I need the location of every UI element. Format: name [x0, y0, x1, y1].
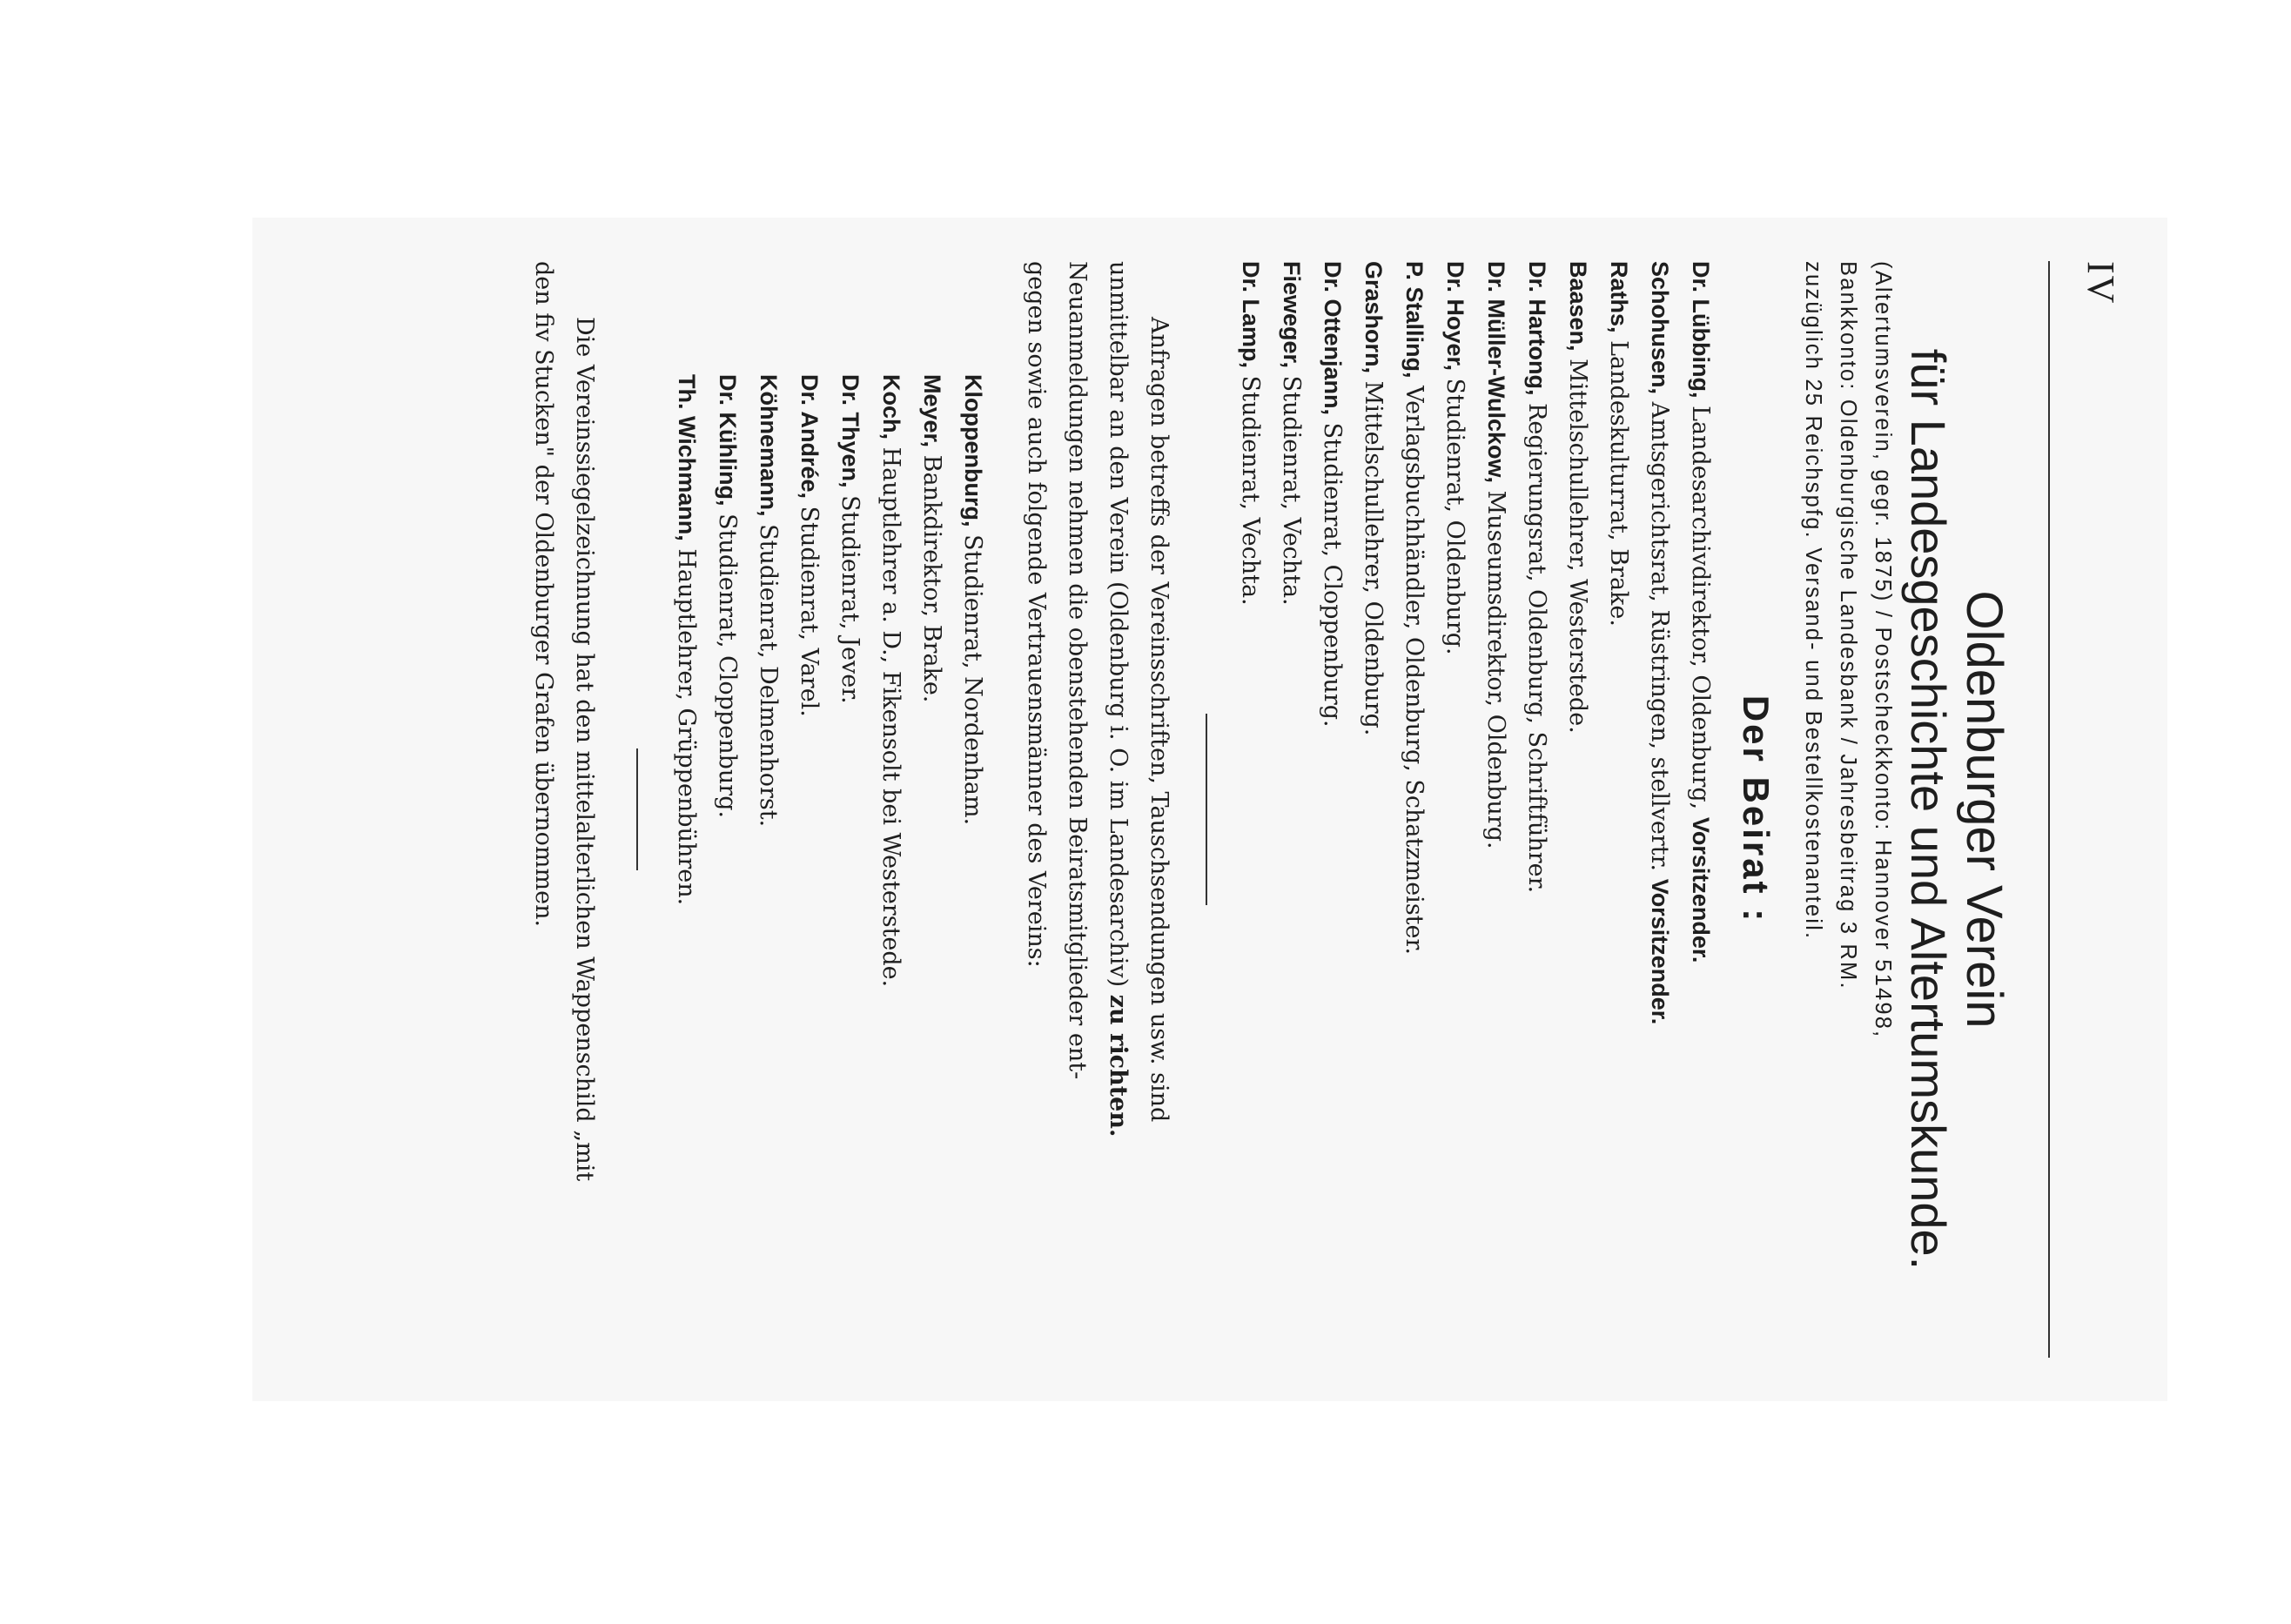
vm-description: Studienrat, Jever.: [836, 487, 863, 704]
section-divider: [636, 748, 638, 870]
vm-description: Hauptlehrer, Grüppenbühren.: [672, 540, 700, 906]
member-description: Verlagsbuchhändler, Oldenburg, Schatzmeister.: [1400, 378, 1428, 956]
member-name: Dr. Hartong,: [1523, 261, 1550, 396]
footnote-line: den fiv Stucken" der Oldenburger Grafen übernommen.: [529, 261, 557, 928]
beirat-member: [1516, 261, 1557, 1358]
paragraph-line: gegen sowie auch folgende Vertrauensmänner des Vereins:: [1022, 261, 1050, 968]
paragraph-line: [1098, 261, 1139, 1358]
member-role: Vorsitzender.: [1646, 878, 1673, 1025]
info-line: zuzüglich 25 Reichspfg. Versand- und Bestellkostenanteil.: [1800, 261, 1825, 941]
vertrauensmann: [911, 374, 952, 1358]
member-name: Dr. Ottenjann,: [1319, 261, 1346, 416]
member-name: Fieweger,: [1278, 261, 1305, 369]
beirat-member: [1353, 261, 1394, 1358]
member-description: Amtsgerichtsrat, Rüstringen, stellvertr.: [1645, 394, 1673, 879]
info-line: Bankkonto: Oldenburgische Landesbank / Jahresbeitrag 3 RM.: [1835, 261, 1860, 990]
vm-description: Studienrat, Varel.: [795, 499, 823, 717]
member-name: Dr. Müller-Wulckow,: [1482, 261, 1509, 484]
vm-name: Koch,: [877, 374, 904, 440]
beirat-member: [1434, 261, 1475, 1358]
vertrauensmaenner-list: [666, 261, 993, 1358]
vm-name: Dr. Thyen,: [836, 374, 863, 488]
page-header: [2048, 261, 2128, 1358]
member-description: Museumsdirektor, Oldenburg.: [1481, 483, 1509, 849]
member-name: Schohusen,: [1646, 261, 1673, 395]
vertrauensmann: [952, 374, 993, 1358]
vm-description: Hauptlehrer a. D., Fikensolt bei Westerstede.: [877, 440, 904, 988]
beirat-member: [1475, 261, 1516, 1358]
footnote-line: Die Vereinssiegelzeichnung hat den mittelalterlichen Wappenschild „mit: [570, 317, 598, 1182]
member-name: P. Stalling,: [1401, 261, 1428, 379]
member-description: Landesarchivdirektor, Oldenburg,: [1686, 398, 1714, 817]
member-name: Raths,: [1605, 261, 1632, 333]
member-name: Dr. Lübbing,: [1687, 261, 1714, 399]
seal-footnote: [523, 261, 605, 1358]
vm-name: Dr. Kühling,: [714, 374, 741, 507]
vertrauensmann: [748, 374, 789, 1358]
beirat-member: [1271, 261, 1312, 1358]
member-name: Grashorn,: [1360, 261, 1387, 374]
vertrauensmann: [707, 374, 748, 1358]
beirat-member: [1394, 261, 1434, 1358]
member-description: Studienrat, Vechta.: [1277, 368, 1305, 606]
member-name: Baasen,: [1564, 261, 1591, 352]
beirat-list: [1230, 261, 1721, 1358]
beirat-member: [1557, 261, 1598, 1358]
beirat-member: [1312, 261, 1353, 1358]
paragraph-bold: zu richten.: [1104, 994, 1132, 1137]
member-description: Studienrat, Vechta.: [1236, 368, 1264, 606]
vm-name: Köhnemann,: [755, 374, 782, 517]
association-info: [1796, 261, 1900, 1358]
page-number: IV: [2079, 261, 2122, 305]
member-name: Dr. Hoyer,: [1441, 261, 1468, 372]
vertrauensmann: [666, 374, 707, 1358]
member-description: Studienrat, Cloppenburg.: [1318, 415, 1346, 728]
inquiry-paragraph: [1016, 261, 1179, 1358]
member-description: Landeskulturrat, Brake.: [1604, 332, 1632, 627]
paragraph-text: unmittelbar an den Verein (Oldenburg i. O. im Landesarchiv): [1104, 261, 1132, 995]
title-line-1: Oldenburger Verein: [1956, 590, 2012, 1029]
info-line: (Altertumsverein, gegr. 1875) / Postscheckkonto: Hannover 51498,: [1870, 261, 1895, 1039]
vertrauensmann: [789, 374, 830, 1358]
vm-description: Studienrat, Cloppenburg.: [713, 506, 741, 819]
member-name: Dr. Lamp,: [1237, 261, 1264, 369]
beirat-heading: Der Beirat :: [1735, 695, 1777, 924]
beirat-member: [1598, 261, 1639, 1358]
vm-name: Meyer,: [918, 374, 945, 448]
member-description: Mittelschullehrer, Westerstede.: [1563, 351, 1591, 734]
vm-description: Studienrat, Delmenhorst.: [754, 516, 782, 828]
vm-description: Bankdirektor, Brake.: [917, 447, 945, 703]
paragraph-line: Anfragen betreffs der Vereinsschriften, Tauschsendungen usw. sind: [1145, 317, 1172, 1123]
vm-description: Studienrat, Nordenham.: [958, 527, 986, 826]
title-line-2: für Landesgeschichte und Altertumskunde.: [1901, 348, 1957, 1271]
vertrauensmann: [830, 374, 870, 1358]
vm-name: Th. Wichmann,: [673, 374, 700, 541]
vertrauensmann: [870, 374, 911, 1358]
member-description: Mittelschullehrer, Oldenburg.: [1359, 373, 1387, 736]
beirat-member: [1639, 261, 1680, 1358]
beirat-member: [1680, 261, 1721, 1358]
paragraph-line: Neuanmeldungen nehmen die obenstehenden Beiratsmitglieder ent-: [1063, 261, 1091, 1080]
document-page: [270, 235, 2150, 1384]
section-divider: [1206, 714, 1207, 905]
beirat-member: [1230, 261, 1271, 1358]
member-description: Studienrat, Oldenburg.: [1441, 371, 1468, 655]
member-role: Vorsitzender.: [1687, 816, 1714, 963]
vm-name: Dr. Andrée,: [796, 374, 823, 500]
member-description: Regierungsrat, Oldenburg, Schriftführer.: [1522, 395, 1550, 894]
vm-name: Kloppenburg,: [959, 374, 986, 527]
